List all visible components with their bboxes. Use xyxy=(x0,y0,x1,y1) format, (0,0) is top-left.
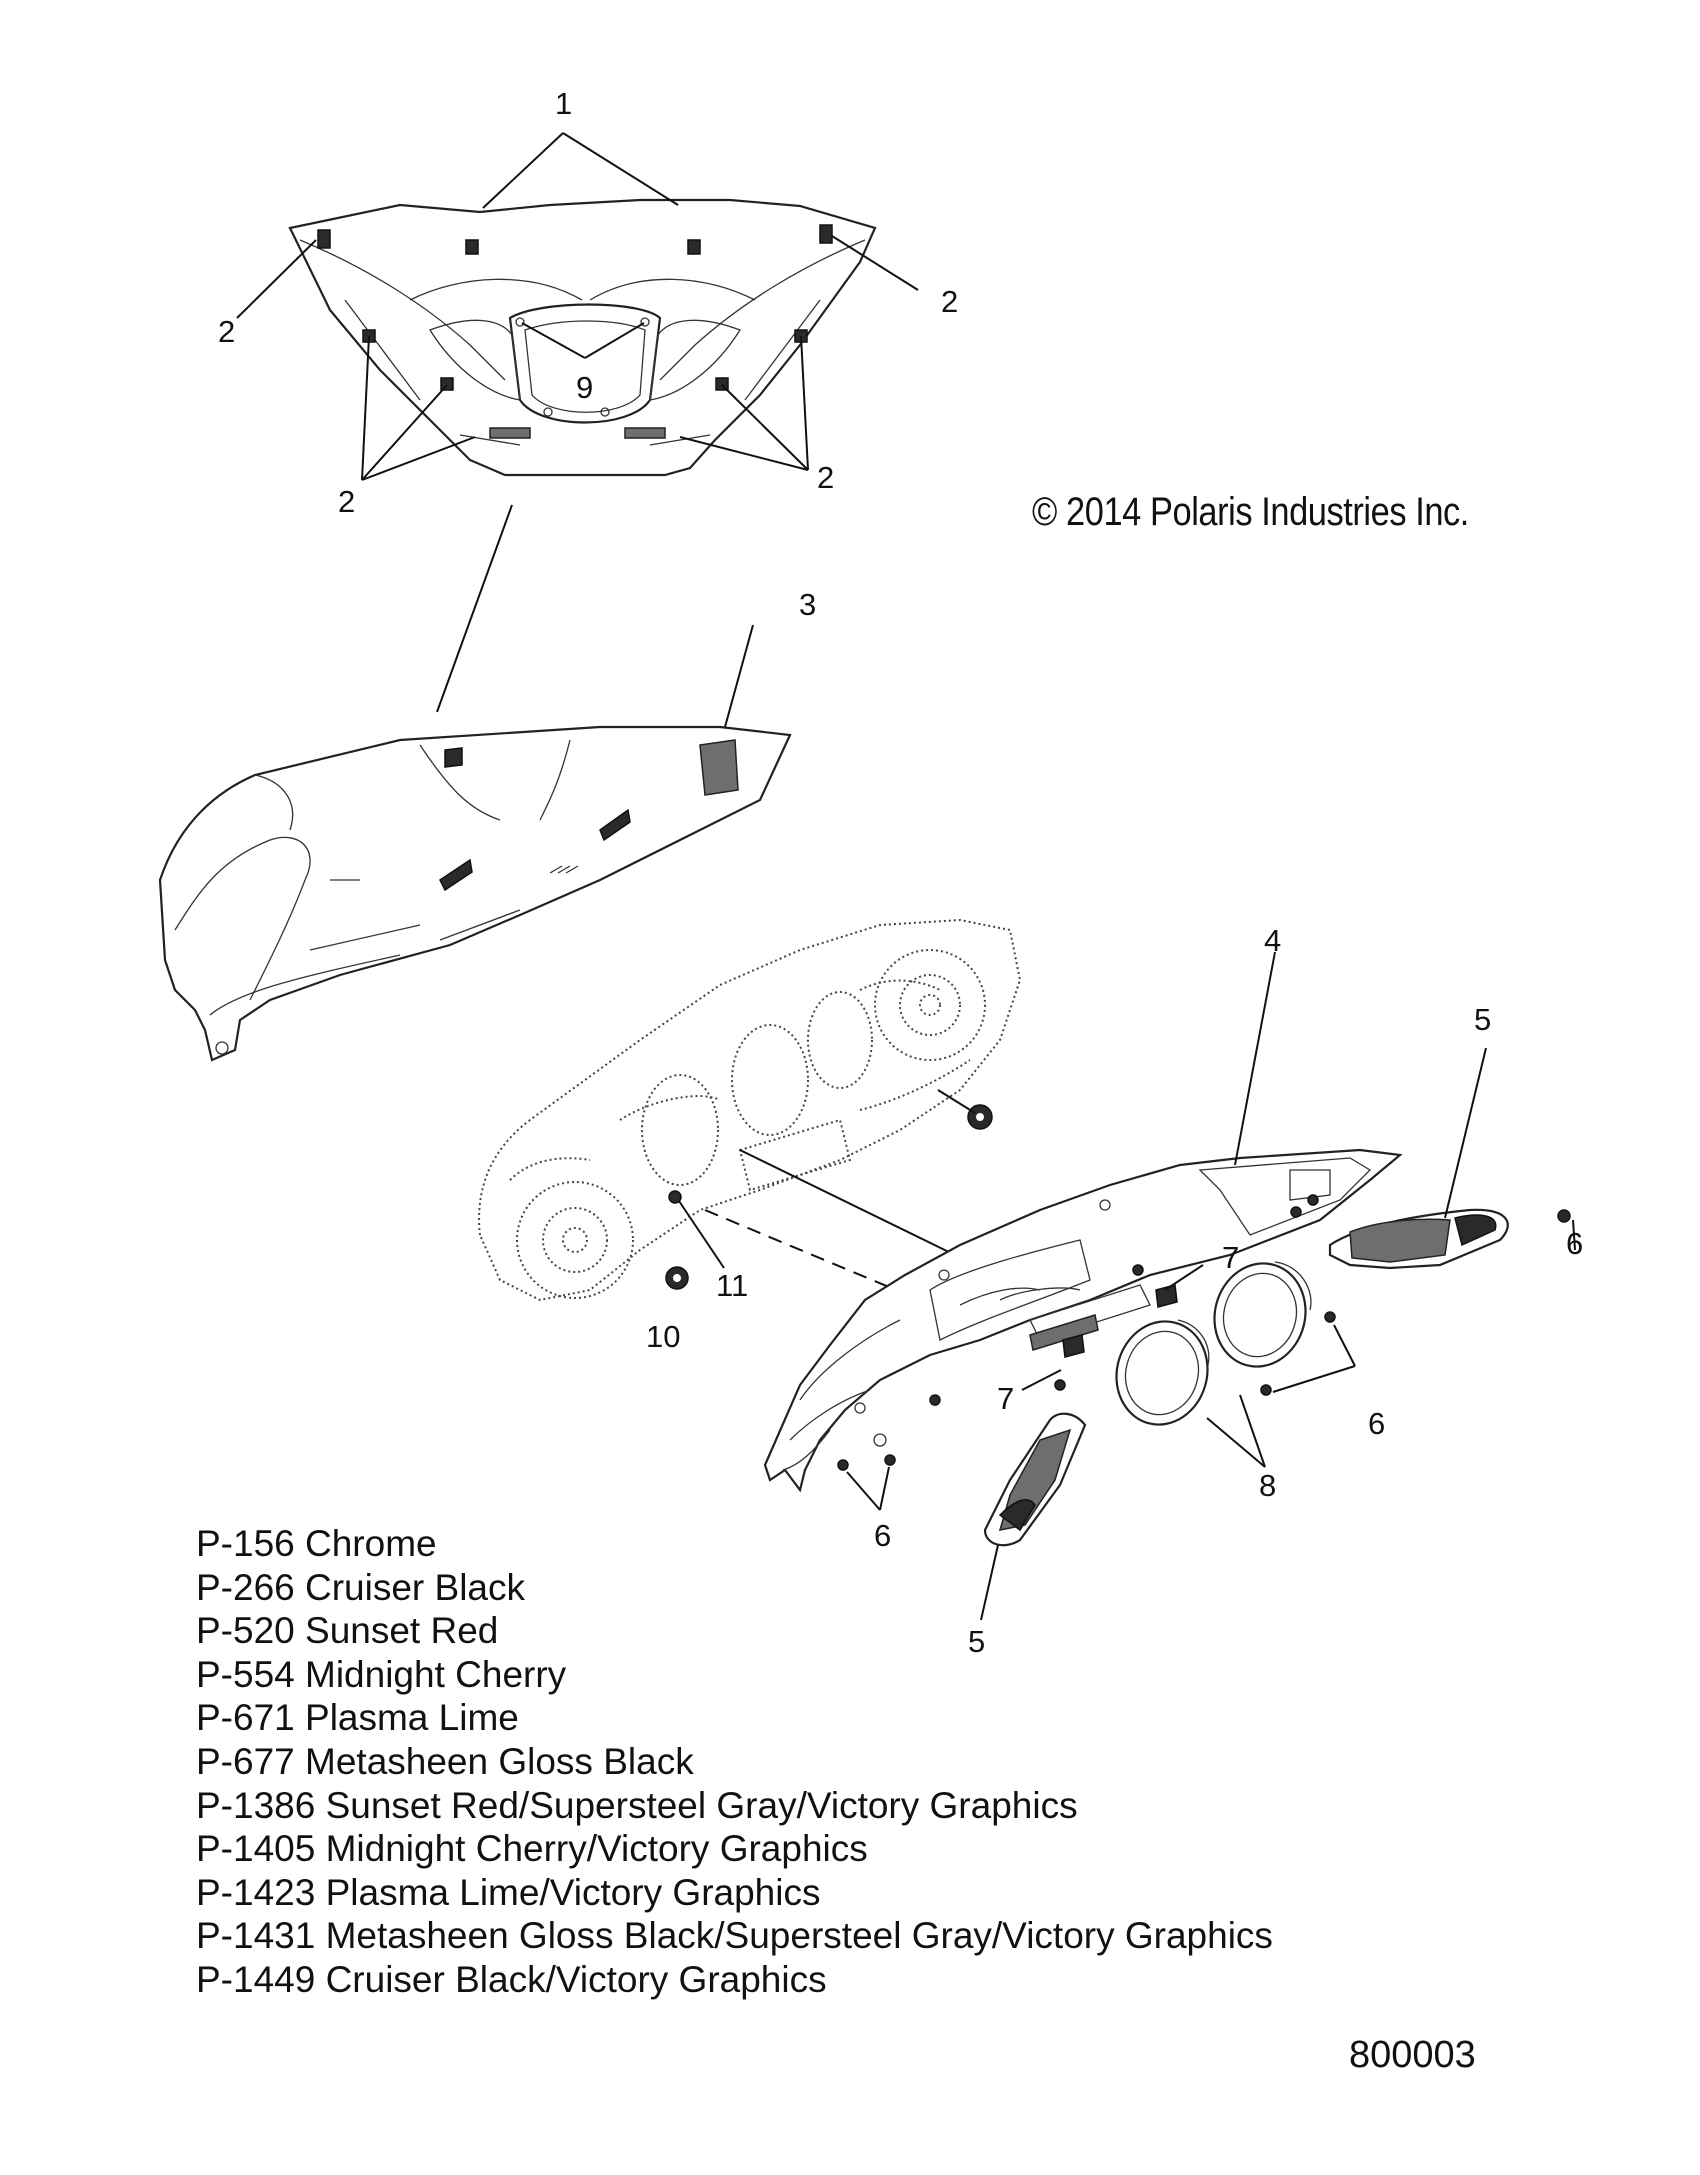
document-number: 800003 xyxy=(1349,2034,1476,2076)
legend-item: P-1431 Metasheen Gloss Black/Supersteel Gray/Victory Graphics xyxy=(196,1915,1273,1957)
callout-1: 1 xyxy=(555,86,573,121)
upper-fairing xyxy=(290,200,875,475)
legend-item: P-554 Midnight Cherry xyxy=(196,1653,567,1695)
legend-item: P-671 Plasma Lime xyxy=(196,1697,519,1739)
legend-item: P-677 Metasheen Gloss Black xyxy=(196,1740,694,1782)
callout-2-upper-right: 2 xyxy=(941,284,959,319)
callout-6-right: 6 xyxy=(1566,1226,1584,1261)
callout-7-upper: 7 xyxy=(1222,1240,1240,1275)
lens-right xyxy=(1330,1210,1508,1268)
callout-3: 3 xyxy=(799,587,817,622)
callout-6-bottom: 6 xyxy=(874,1518,892,1553)
callout-5-bottom: 5 xyxy=(968,1624,986,1659)
legend-item: P-1449 Cruiser Black/Victory Graphics xyxy=(196,1958,827,2000)
legend-item: P-266 Cruiser Black xyxy=(196,1566,526,1608)
callout-2-lower-left: 2 xyxy=(338,484,356,519)
callout-7-lower: 7 xyxy=(997,1381,1015,1416)
legend-item: P-1423 Plasma Lime/Victory Graphics xyxy=(196,1871,821,1913)
legend-item: P-1386 Sunset Red/Supersteel Gray/Victory Graphics xyxy=(196,1784,1078,1826)
paint-code-legend xyxy=(196,1522,1273,2002)
legend-item: P-156 Chrome xyxy=(196,1523,437,1564)
callout-11: 11 xyxy=(716,1268,749,1303)
callout-4: 4 xyxy=(1264,923,1282,958)
callout-2-upper-left: 2 xyxy=(218,314,236,349)
instrument-cluster-dotted xyxy=(479,920,1020,1300)
callout-6-middle: 6 xyxy=(1368,1406,1386,1441)
callout-10: 10 xyxy=(646,1319,681,1354)
legend-item: P-1405 Midnight Cherry/Victory Graphics xyxy=(196,1828,868,1870)
lower-fairing-shell xyxy=(160,727,790,1060)
copyright-notice: © 2014 Polaris Industries Inc. xyxy=(1032,490,1469,534)
callout-5-right: 5 xyxy=(1474,1002,1492,1037)
callout-8: 8 xyxy=(1259,1468,1277,1503)
legend-item: P-520 Sunset Red xyxy=(196,1610,499,1652)
callout-2-lower-right: 2 xyxy=(817,460,835,495)
callout-9: 9 xyxy=(576,370,594,405)
